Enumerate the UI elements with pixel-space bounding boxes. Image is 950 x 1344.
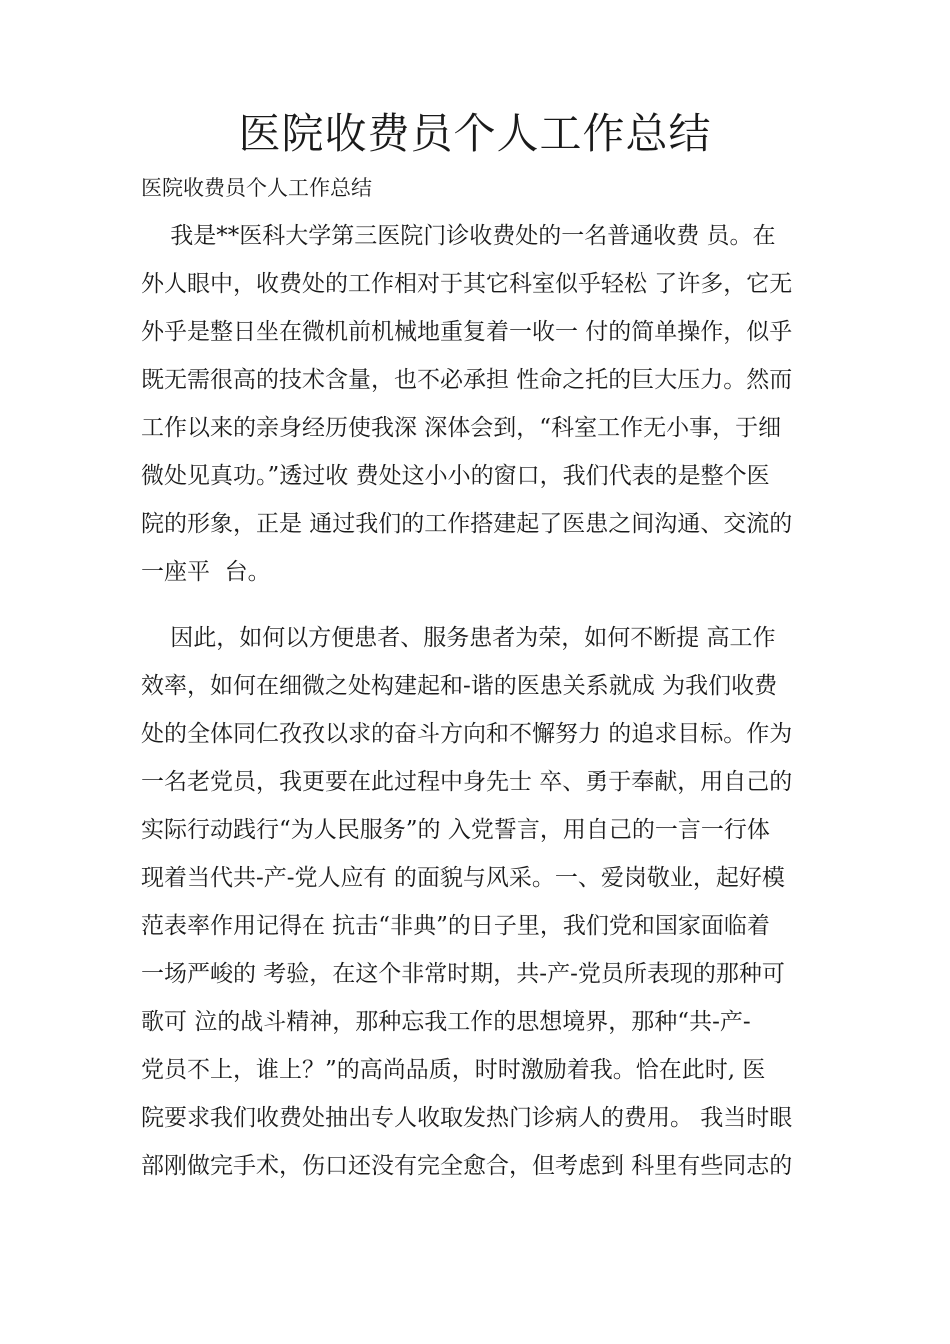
paragraph-1 (141, 212, 841, 596)
paragraph-line: 工作以来的亲身经历使我深 深体会到，“科室工作无小事，于细 (141, 415, 782, 441)
paragraph-line: 外乎是整日坐在微机前机械地重复着一收一 付的简单操作，似乎 (141, 319, 793, 345)
paragraph-line: 一场严峻的 考验，在这个非常时期，共-产-党员所表现的那种可 (141, 961, 785, 987)
paragraph-line: 实际行动践行“为人民服务”的 入党誓言，用自己的一言一行体 (141, 817, 770, 843)
paragraph-line: 院要求我们收费处抽出专人收取发热门诊病人的费用。 我当时眼 (141, 1105, 793, 1131)
paragraph-line: 效率，如何在细微之处构建起和-谐的医患关系就成 为我们收费 (141, 673, 778, 699)
paragraph-2 (141, 614, 841, 1190)
paragraph-line: 我是**医科大学第三医院门诊收费处的一名普通收费 员。在 (141, 223, 776, 249)
document-subtitle: 医院收费员个人工作总结 (141, 176, 372, 200)
paragraph-line: 党员不上，谁上？”的高尚品质，时时激励着我。恰在此时, 医 (141, 1057, 766, 1083)
paragraph-line: 既无需很高的技术含量，也不必承担 性命之托的巨大压力。然而 (141, 367, 793, 393)
paragraph-line: 院的形象，正是 通过我们的工作搭建起了医患之间沟通、交流的 (141, 511, 793, 537)
paragraph-line: 因此，如何以方便患者、服务患者为荣，如何不断提 高工作 (141, 625, 776, 651)
paragraph-line: 部刚做完手术，伤口还没有完全愈合，但考虑到 科里有些同志的 (141, 1153, 793, 1179)
paragraph-line: 处的全体同仁孜孜以求的奋斗方向和不懈努力 的追求目标。作为 (141, 721, 793, 747)
paragraph-line: 微处见真功。”透过收 费处这小小的窗口，我们代表的是整个医 (141, 463, 770, 489)
paragraph-line: 外人眼中，收费处的工作相对于其它科室似乎轻松 了许多，它无 (141, 271, 793, 297)
paragraph-line: 一名老党员，我更要在此过程中身先士 卒、勇于奉献，用自己的 (141, 769, 793, 795)
paragraph-line: 一座平 台。 (141, 559, 271, 585)
paragraph-line: 歌可 泣的战斗精神，那种忘我工作的思想境界，那种“共-产- (141, 1009, 751, 1035)
paragraph-line: 现着当代共-产-党人应有 的面貌与风采。一、爱岗敬业，起好模 (141, 865, 785, 891)
paragraph-line: 范表率作用记得在 抗击“非典”的日子里，我们党和国家面临着 (141, 913, 770, 939)
document-title: 医院收费员个人工作总结 (238, 109, 712, 158)
